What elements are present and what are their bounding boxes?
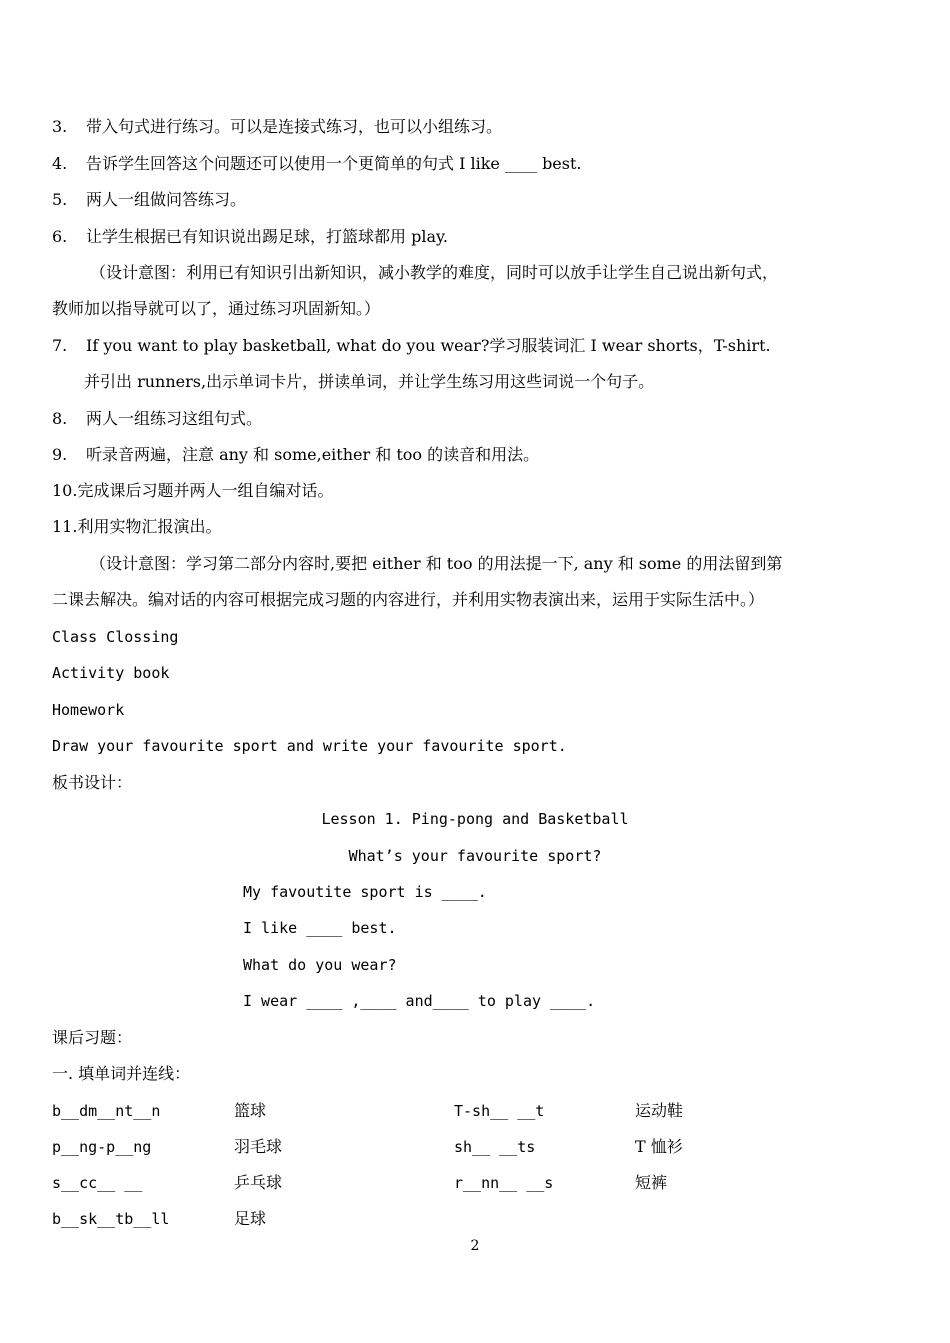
step-11: 11.利用实物汇报演出。 xyxy=(52,517,222,536)
word-blank: r__nn__ __s xyxy=(454,1174,554,1192)
board-line-3: What do you wear? xyxy=(243,956,397,974)
design-note-2-line2: 二课去解决。编对话的内容可根据完成习题的内容进行，并利用实物表演出来，运用于实际生活中。） xyxy=(52,590,765,609)
design-note-1-line1: （设计意图：利用已有知识引出新知识，减小教学的难度，同时可以放手让学生自己说出新句式， xyxy=(90,263,779,282)
homework-heading: Homework xyxy=(52,701,125,719)
board-heading: 板书设计： xyxy=(52,773,133,792)
board-line-4: I wear ____ ,____ and____ to play ____. xyxy=(243,992,596,1010)
word-meaning: 短裤 xyxy=(635,1173,668,1192)
word-meaning: 乒乓球 xyxy=(234,1173,283,1192)
word-meaning: T 恤衫 xyxy=(635,1137,683,1156)
word-blank: sh__ __ts xyxy=(454,1138,536,1156)
step-9: 9. 听录音两遍，注意 any 和 some,either 和 too 的读音和用法。 xyxy=(52,445,540,464)
word-blank: b__sk__tb__ll xyxy=(52,1210,170,1228)
step-6: 6. 让学生根据已有知识说出踢足球，打篮球都用 play. xyxy=(52,227,448,246)
exercise-section-1: 一. 填单词并连线： xyxy=(52,1064,191,1083)
step-5: 5. 两人一组做问答练习。 xyxy=(52,190,247,209)
design-note-1-line2: 教师加以指导就可以了，通过练习巩固新知。） xyxy=(52,299,381,318)
exercises-heading: 课后习题： xyxy=(52,1028,133,1047)
exercise-row xyxy=(52,1137,912,1159)
board-line-2: I like ____ best. xyxy=(243,919,397,937)
activity-book: Activity book xyxy=(52,664,170,682)
word-blank: T-sh__ __t xyxy=(454,1102,545,1120)
board-title: Lesson 1. Ping-pong and Basketball xyxy=(321,810,629,828)
step-10: 10.完成课后习题并两人一组自编对话。 xyxy=(52,481,334,500)
step-8: 8. 两人一组练习这组句式。 xyxy=(52,409,263,428)
word-blank: b__dm__nt__n xyxy=(52,1102,161,1120)
homework-text: Draw your favourite sport and write your favourite sport. xyxy=(52,737,567,755)
class-closing: Class Clossing xyxy=(52,628,179,646)
word-meaning: 篮球 xyxy=(234,1101,267,1120)
step-3: 3. 带入句式进行练习。可以是连接式练习，也可以小组练习。 xyxy=(52,117,503,136)
word-meaning: 足球 xyxy=(234,1209,267,1228)
step-7-line2: 并引出 runners,出示单词卡片，拼读单词，并让学生练习用这些词说一个句子。 xyxy=(84,372,655,391)
word-blank: p__ng-p__ng xyxy=(52,1138,152,1156)
board-question: What’s your favourite sport? xyxy=(348,847,602,865)
page-number: 2 xyxy=(470,1238,480,1254)
exercise-row xyxy=(52,1209,912,1231)
exercise-row xyxy=(52,1101,912,1123)
word-blank: s__cc__ __ xyxy=(52,1174,143,1192)
exercise-row xyxy=(52,1173,912,1195)
board-line-1: My favoutite sport is ____. xyxy=(243,883,487,901)
step-4: 4. 告诉学生回答这个问题还可以使用一个更简单的句式 I like ____ best. xyxy=(52,154,582,173)
word-meaning: 运动鞋 xyxy=(635,1101,684,1120)
word-meaning: 羽毛球 xyxy=(234,1137,283,1156)
step-7-line1: 7. If you want to play basketball, what do you wear?学习服装词汇 I wear shorts，T-shirt. xyxy=(52,336,771,355)
design-note-2-line1: （设计意图：学习第二部分内容时,要把 either 和 too 的用法提一下, any 和 some 的用法留到第 xyxy=(90,554,783,573)
